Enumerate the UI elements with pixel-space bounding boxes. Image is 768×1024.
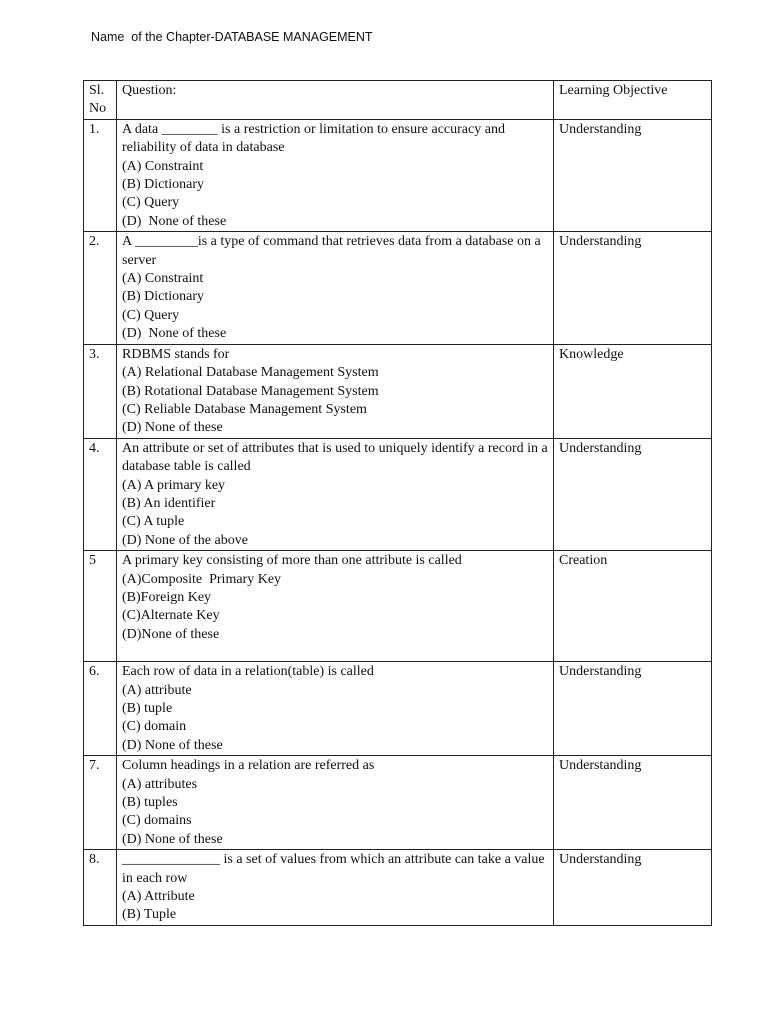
option-a: (A) A primary key [122,477,226,493]
learning-objective: Understanding [559,440,642,456]
option-d: (D) None of the above [122,532,248,548]
option-a: (A) attribute [122,682,192,698]
header-sl-no [84,81,117,120]
question-table [83,80,712,926]
question-text: A _________is a type of command that retrieves data from a database on a server [122,234,541,268]
question-row-8 [84,850,712,926]
objective-cell [554,551,712,662]
question-cell [117,850,554,926]
option-b: (B) tuple [122,700,173,716]
sl-cell [84,232,117,344]
header-learning-objective-label: Learning Objective [559,83,668,98]
question-row-5 [84,551,712,662]
sl-number: 7. [89,758,100,774]
sl-number: 3. [89,346,100,362]
question-row-6 [84,662,712,756]
sl-cell [84,344,117,438]
sl-cell [84,551,117,662]
sl-number: 6. [89,664,100,680]
question-text: A data ________ is a restriction or limitation to ensure accuracy and reliability of data in database [122,121,505,156]
question-text: An attribute or set of attributes that is used to uniquely identify a record in a database table is called [122,440,548,475]
learning-objective: Understanding [559,852,642,868]
option-d: (D) None of these [122,737,223,753]
option-a: (A) Attribute [122,889,195,905]
option-b: (B) An identifier [122,495,216,511]
question-cell [117,551,554,662]
option-d: (D)None of these [122,626,220,642]
learning-objective: Understanding [559,758,642,774]
option-b: (B) tuples [122,795,178,810]
option-d: (D) None of these [122,213,227,229]
option-b: (B) Rotational Database Management System [122,383,379,399]
header-sl-no-label: Sl. No [89,83,107,117]
question-row-7 [84,756,712,850]
sl-cell [84,438,117,550]
objective-cell [554,119,712,231]
option-b: (B)Foreign Key [122,589,212,605]
option-d: (D) None of these [122,326,227,342]
option-c: (C) Reliable Database Management System [122,401,367,417]
objective-cell [554,756,712,850]
question-text: RDBMS stands for [122,346,230,362]
learning-objective: Understanding [559,121,642,137]
question-cell [117,232,554,344]
question-cell [117,119,554,231]
chapter-title: Name of the Chapter-DATABASE MANAGEMENT [91,30,373,44]
learning-objective: Understanding [559,664,642,680]
header-learning-objective [554,81,712,120]
option-c: (C)Alternate Key [122,608,220,624]
sl-cell [84,756,117,850]
sl-cell [84,119,117,231]
option-a: (A) Constraint [122,271,204,287]
question-text: Column headings in a relation are referred as [122,758,375,774]
question-text: A primary key consisting of more than one attribute is called [122,553,462,569]
question-cell [117,438,554,550]
option-a: (A) attributes [122,776,198,792]
option-c: (C) Query [122,307,180,323]
objective-cell [554,850,712,926]
objective-cell [554,232,712,344]
question-cell [117,756,554,850]
question-cell [117,662,554,756]
sl-number: 4. [89,440,100,456]
sl-number: 8. [89,852,100,868]
objective-cell [554,438,712,550]
sl-number: 5 [89,553,96,569]
sl-number: 2. [89,234,100,250]
sl-number: 1. [89,121,100,137]
option-a: (A) Constraint [122,158,204,174]
option-a: (A) Relational Database Management System [122,365,379,381]
objective-cell [554,344,712,438]
option-d: (D) None of these [122,420,223,436]
option-c: (C) domains [122,813,192,829]
sl-cell [84,850,117,926]
option-b: (B) Dictionary [122,177,205,193]
question-row-1 [84,119,712,231]
question-text: ______________ is a set of values from which an attribute can take a value in each row [122,852,545,886]
option-d: (D) None of these [122,831,223,847]
learning-objective: Understanding [559,234,642,250]
question-row-3 [84,344,712,438]
question-cell [117,344,554,438]
learning-objective: Knowledge [559,346,624,362]
sl-cell [84,662,117,756]
question-row-4 [84,438,712,550]
option-b: (B) Dictionary [122,289,205,305]
option-b: (B) Tuple [122,907,177,923]
option-c: (C) Query [122,195,180,211]
question-text: Each row of data in a relation(table) is called [122,664,374,680]
option-c: (C) A tuple [122,514,185,530]
header-question [117,81,554,120]
objective-cell [554,662,712,756]
question-row-2 [84,232,712,344]
header-row [84,81,712,120]
header-question-label: Question: [122,83,177,98]
learning-objective: Creation [559,553,608,569]
option-a: (A)Composite Primary Key [122,571,282,587]
option-c: (C) domain [122,719,187,735]
